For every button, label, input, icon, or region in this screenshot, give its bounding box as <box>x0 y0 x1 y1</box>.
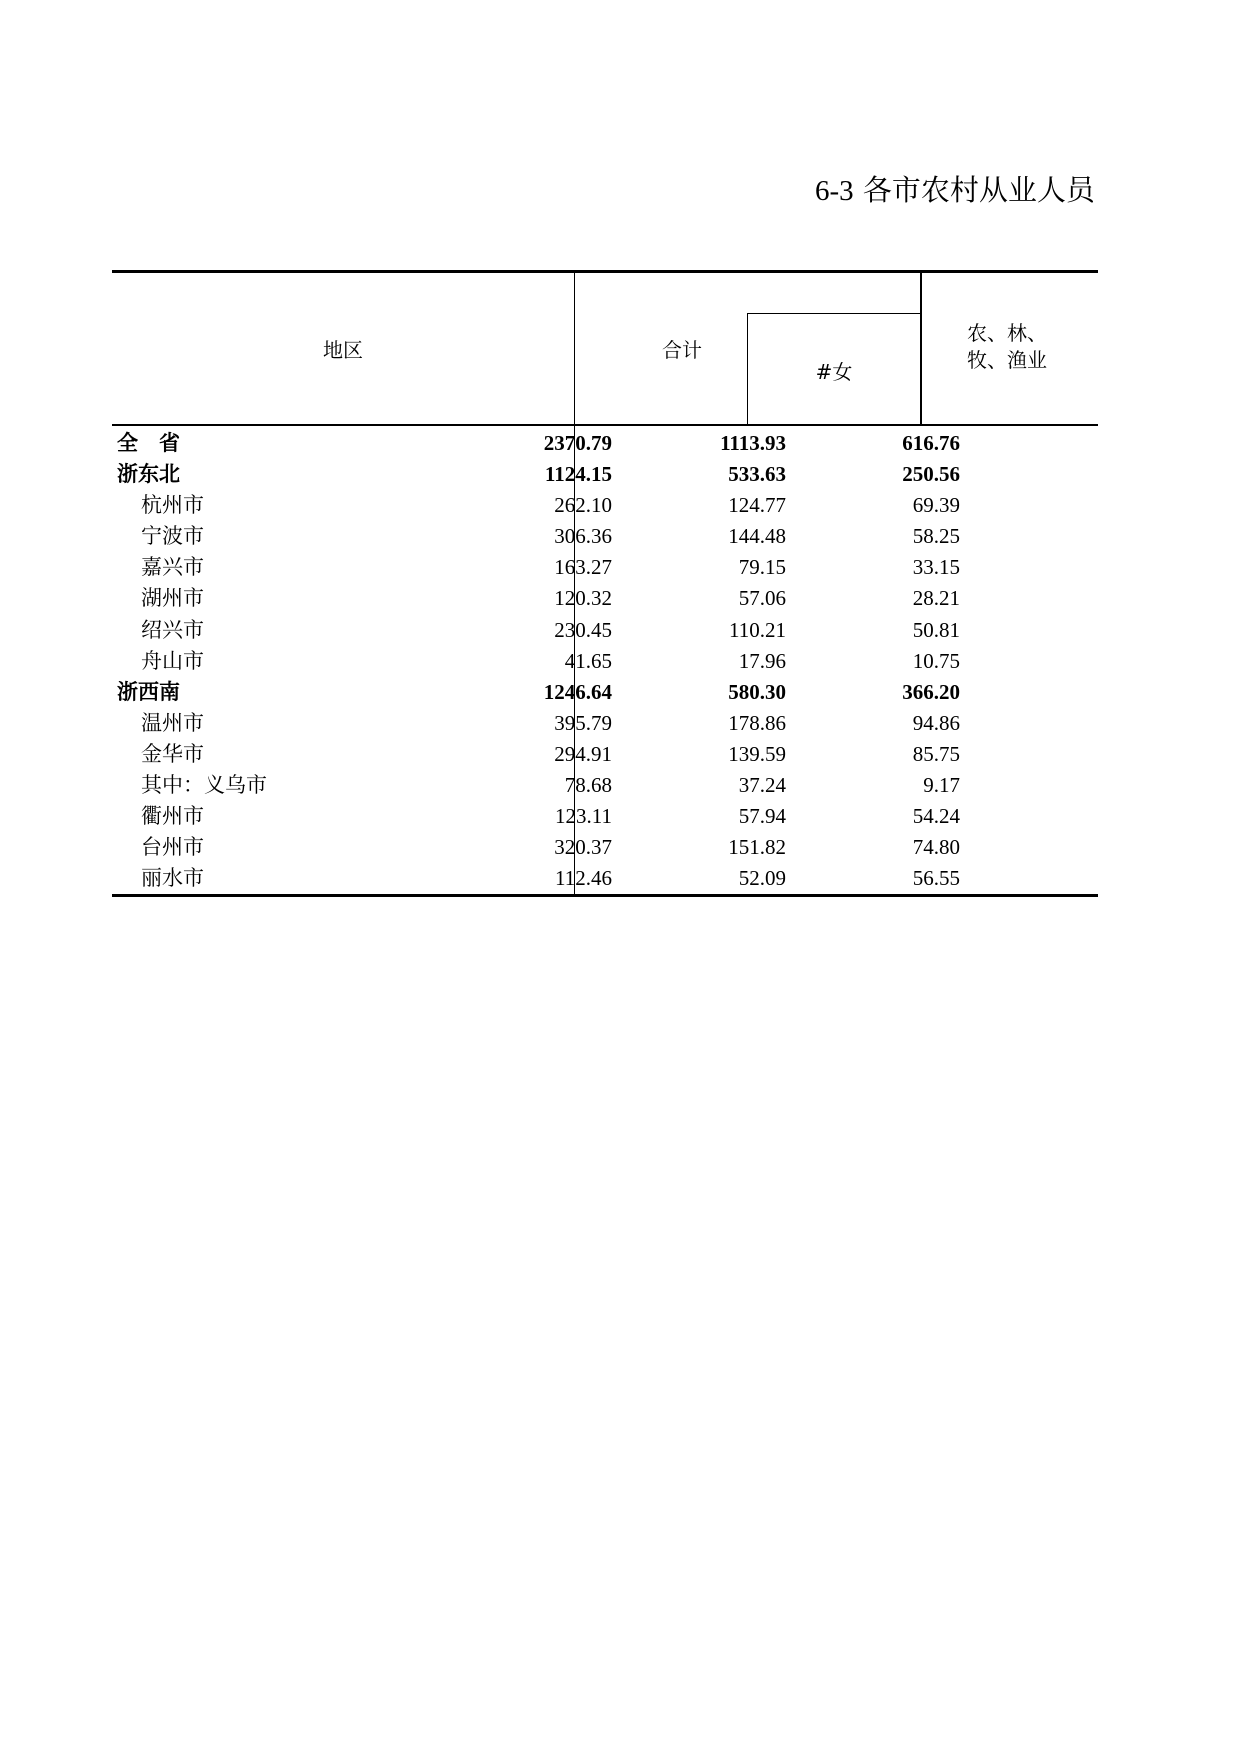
row-female-value: 139.59 <box>728 741 786 766</box>
header-agriculture-line2: 牧、渔业 <box>967 348 1047 372</box>
row-agriculture-value: 58.25 <box>912 524 960 549</box>
row-total-value: 120.32 <box>554 586 612 611</box>
row-female-value: 79.15 <box>738 555 786 580</box>
row-agriculture-value: 10.75 <box>912 648 960 673</box>
row-agriculture-value: 9.17 <box>923 773 960 798</box>
row-total-value: 1246.64 <box>543 679 612 704</box>
row-total-value: 163.27 <box>554 555 612 580</box>
row-region-name: 浙西南 <box>117 679 180 704</box>
table-row <box>112 551 1098 582</box>
row-total-value: 320.37 <box>554 835 612 860</box>
row-agriculture-value: 85.75 <box>912 741 960 766</box>
row-region-name: 温州市 <box>141 710 204 735</box>
table-row <box>112 738 1098 769</box>
data-table <box>112 270 1098 900</box>
row-female-value: 57.06 <box>738 586 786 611</box>
row-female-value: 52.09 <box>738 866 786 891</box>
table-row <box>112 800 1098 831</box>
row-agriculture-value: 69.39 <box>912 493 960 518</box>
row-total-value: 306.36 <box>554 524 612 549</box>
row-agriculture-value: 28.21 <box>912 586 960 611</box>
row-female-value: 110.21 <box>729 617 786 642</box>
row-female-value: 580.30 <box>728 679 786 704</box>
row-total-value: 112.46 <box>555 866 612 891</box>
row-agriculture-value: 94.86 <box>912 710 960 735</box>
row-region-name: 其中：义乌市 <box>141 773 267 798</box>
row-total-value: 2370.79 <box>543 431 612 455</box>
divider-female-agri <box>920 272 922 425</box>
row-agriculture-value: 56.55 <box>912 866 960 891</box>
title-text: 各市农村从业人员 <box>862 173 1095 207</box>
table-row <box>112 645 1098 676</box>
header-female: #女 <box>815 360 853 384</box>
table-row <box>112 707 1098 738</box>
row-agriculture-value: 74.80 <box>912 835 960 860</box>
table-row <box>112 769 1098 800</box>
row-agriculture-value: 33.15 <box>912 555 960 580</box>
row-female-value: 144.48 <box>728 524 786 549</box>
table-row <box>112 614 1098 645</box>
row-region-name: 宁波市 <box>141 524 204 549</box>
row-female-value: 1113.93 <box>720 431 786 455</box>
row-region-name: 舟山市 <box>141 648 204 673</box>
table-bottom-rule <box>112 894 1098 897</box>
row-region-name: 衢州市 <box>141 804 204 829</box>
table-row <box>112 520 1098 551</box>
row-female-value: 178.86 <box>728 710 786 735</box>
table-header-rule <box>112 424 1098 426</box>
row-agriculture-value: 616.76 <box>902 431 960 455</box>
table-row <box>112 458 1098 489</box>
row-region-name: 全 省 <box>117 431 180 455</box>
row-agriculture-value: 366.20 <box>902 679 960 704</box>
row-female-value: 124.77 <box>728 493 786 518</box>
row-total-value: 41.65 <box>564 648 612 673</box>
table-body <box>112 427 1098 893</box>
table-row <box>112 582 1098 613</box>
row-region-name: 浙东北 <box>117 462 180 487</box>
table-row <box>112 831 1098 862</box>
page-title <box>815 168 1095 212</box>
table-row <box>112 427 1098 458</box>
header-agriculture <box>967 320 1047 374</box>
female-subheader-rule <box>747 313 921 314</box>
row-region-name: 湖州市 <box>141 586 204 611</box>
row-region-name: 丽水市 <box>141 866 204 891</box>
title-number: 6-3 <box>815 175 854 207</box>
table-row <box>112 676 1098 707</box>
row-total-value: 1124.15 <box>544 462 612 487</box>
row-agriculture-value: 50.81 <box>912 617 960 642</box>
row-region-name: 台州市 <box>141 835 204 860</box>
row-total-value: 230.45 <box>554 617 612 642</box>
row-region-name: 嘉兴市 <box>141 555 204 580</box>
header-total: 合计 <box>662 338 702 362</box>
table-top-rule <box>112 270 1098 273</box>
row-agriculture-value: 54.24 <box>912 804 960 829</box>
row-total-value: 262.10 <box>554 493 612 518</box>
row-female-value: 37.24 <box>738 773 786 798</box>
row-female-value: 17.96 <box>738 648 786 673</box>
header-region: 地区 <box>323 338 363 362</box>
row-total-value: 395.79 <box>554 710 612 735</box>
row-agriculture-value: 250.56 <box>902 462 960 487</box>
row-total-value: 294.91 <box>554 741 612 766</box>
row-female-value: 57.94 <box>738 804 786 829</box>
table-row <box>112 489 1098 520</box>
title-area <box>0 168 1098 212</box>
row-total-value: 123.11 <box>555 804 612 829</box>
table-row <box>112 862 1098 893</box>
row-region-name: 绍兴市 <box>141 617 204 642</box>
row-female-value: 151.82 <box>728 835 786 860</box>
row-female-value: 533.63 <box>728 462 786 487</box>
row-total-value: 78.68 <box>564 773 612 798</box>
header-agriculture-line1: 农、林、 <box>967 321 1047 345</box>
row-region-name: 金华市 <box>141 741 204 766</box>
row-region-name: 杭州市 <box>141 493 204 518</box>
